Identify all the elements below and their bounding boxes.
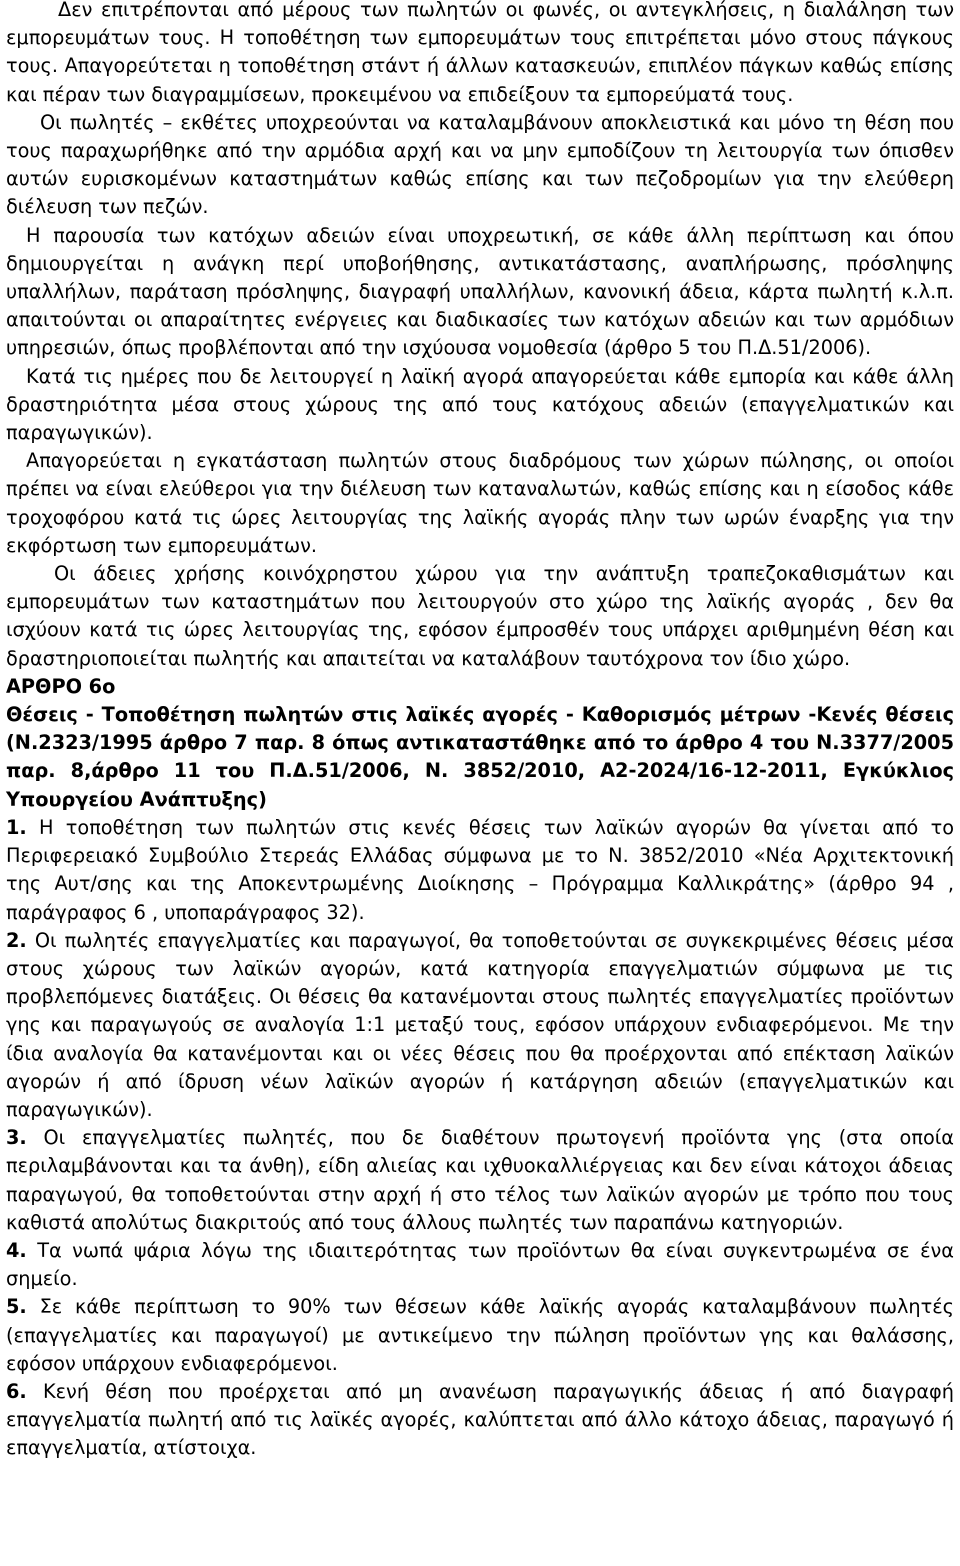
item-text: Κενή θέση που προέρχεται από μη ανανέωση παραγωγικής άδειας ή από διαγραφή επαγγελματία πωλητή από τις λαϊκές αγορές, καλύπτεται από άλλο κάτοχο άδειας, παραγωγό ή επαγγελματία, ατίστοιχα.	[6, 1379, 954, 1460]
item-number: 3.	[6, 1126, 27, 1150]
item-number: 6.	[6, 1379, 27, 1403]
article-item	[6, 1293, 954, 1378]
item-number: 1.	[6, 815, 27, 839]
item-text: Η τοποθέτηση των πωλητών στις κενές θέσεις των λαϊκών αγορών θα γίνεται από το Περιφερειακό Συμβούλιο Στερεάς Ελλάδας σύμφωνα με το Ν. 3852/2010 «Νέα Αρχιτεκτονική της Αυτ/σης και της Αποκεντρωμένης Διοίκησης – Πρόγραμμα Καλλικράτης» (άρθρο 94 , παράγραφος 6 , υποπαράγραφος 32).	[6, 815, 954, 924]
article-item	[6, 814, 954, 927]
paragraph-vendor-position: Οι πωλητές – εκθέτες υποχρεούνται να καταλαμβάνουν αποκλειστικά και μόνο τη θέση που τους παραχωρήθηκε από την αρμόδια αρχή και να μην εμποδίζουν τη λειτουργία των όπισθεν αυτών ευρισκομένων καταστημάτων καθώς επίσης και των πεζοδρομίων για την ελεύθερη διέλευση των πεζών.	[6, 110, 954, 219]
article-item	[6, 927, 954, 1124]
article-heading: ΑΡΘΡΟ 6ο	[6, 674, 116, 698]
item-text: Τα νωπά ψάρια λόγω της ιδιαιτερότητας των προϊόντων θα είναι συγκεντρωμένα σε ένα σημείο.	[6, 1238, 954, 1291]
item-number: 4.	[6, 1238, 27, 1262]
item-text: Οι επαγγελματίες πωλητές, που δε διαθέτουν πρωτογενή προϊόντα γης (στα οποία περιλαμβάνονται και τα άνθη), είδη αλιείας και ιχθυοκαλλιέργειας και δεν είναι κάτοχοι άδειας παραγωγού, θα τοποθετούνται στην αρχή ή στο τέλος των λαϊκών αγορών με τρόπο που τους καθιστά απολύτως διακριτούς από τους άλλους πωλητές των παραπάνω κατηγοριών.	[6, 1126, 954, 1234]
paragraph-license-holders: Η παρουσία των κατόχων αδειών είναι υποχρεωτική, σε κάθε άλλη περίπτωση και όπου δημιουργείται η ανάγκη περί υποβοήθησης, αντικατάστασης, αναπλήρωσης, πρόσληψης υπαλλήλων, παράταση πρόσληψης, διαγραφή υπαλλήλων, κανονική άδεια, κάρτα πωλητή κ.λ.π. απαιτούνται οι απαραίτητες ενέργειες και διαδικασίες των κατόχων αδειών και των αρμόδιων υπηρεσιών, όπως προβλέπονται από την ισχύουσα νομοθεσία (άρθρο 5 του Π.Δ.51/2006).	[6, 223, 954, 360]
item-number: 5.	[6, 1295, 27, 1319]
item-number: 2.	[6, 928, 27, 952]
paragraph-vendor-conduct: Δεν επιτρέπονται από μέρους των πωλητών οι φωνές, οι αντεγκλήσεις, η διαλάληση των εμπορευμάτων τους. Η τοποθέτηση των εμπορευμάτων τους επιτρέπεται μόνο στους πάγκους τους. Απαγορεύτεται η τοποθέτηση στάντ ή άλλων κατασκευών, επιπλέον πάγκων καθώς επίσης και πέραν των διαγραμμίσεων, προκειμένου να επιδείξουν τα εμπορεύματά τους.	[6, 0, 954, 106]
paragraph-shared-space: Οι άδειες χρήσης κοινόχρηστου χώρου για την ανάπτυξη τραπεζοκαθισμάτων και εμπορευμάτων των καταστημάτων που λειτουργούν στο χώρο της λαϊκής αγοράς , δεν θα ισχύουν κατά τις ώρες λειτουργίας της, εφόσον έμπροσθέν τους υπάρχει αριθμημένη θέση και δραστηριοποιείται πωλητής και απαιτείται να καταλάβουν ταυτόχρονα τον ίδιο χώρο.	[6, 562, 954, 670]
document-page	[6, 0, 954, 1463]
paragraph-corridors: Απαγορεύεται η εγκατάσταση πωλητών στους διαδρόμους των χώρων πώλησης, οι οποίοι πρέπει να είναι ελεύθεροι για την διέλευση των καταναλωτών, καθώς επίσης και η είσοδος κάθε τροχοφόρου κατά τις ώρες λειτουργίας της λαϊκής αγοράς πλην των ωρών έναρξης για την εκφόρτωση των εμπορευμάτων.	[6, 449, 954, 557]
item-text: Οι πωλητές επαγγελματίες και παραγωγοί, θα τοποθετούνται σε συγκεκριμένες θέσεις μέσα στους χώρους των λαϊκών αγορών, κατά κατηγορία επαγγελματιών σύμφωνα με τις προβλεπόμενες διατάξεις. Οι θέσεις θα κατανέμονται στους πωλητές επαγγελματίες προϊόντων γης και παραγωγούς σε αναλογία 1:1 μεταξύ τους, εφόσον υπάρχουν ενδιαφερόμενοι. Με την ίδια αναλογία θα κατανέμονται και οι νέες θέσεις που θα προέρχονται από επέκταση λαϊκών αγορών ή από ίδρυση νέων λαϊκών αγορών ή κατάργηση αδειών (επαγγελματικών και παραγωγικών).	[6, 928, 954, 1121]
article-item	[6, 1237, 954, 1293]
article-item	[6, 1124, 954, 1237]
item-text: Σε κάθε περίπτωση το 90% των θέσεων κάθε λαϊκής αγοράς καταλαμβάνουν πωλητές (επαγγελματίες και παραγωγοί) με αντικείμενο την πώληση προϊόντων γης και θαλάσσης, εφόσον υπάρχουν ενδιαφερόμενοι.	[6, 1295, 954, 1375]
article-item	[6, 1378, 954, 1463]
article-title: Θέσεις - Τοποθέτηση πωλητών στις λαϊκές αγορές - Καθορισμός μέτρων -Κενές θέσεις (Ν.2323/1995 άρθρο 7 παρ. 8 όπως αντικαταστάθηκε από το άρθρο 4 του Ν.3377/2005 παρ. 8,άρθρο 11 του Π.Δ.51/2006, Ν. 3852/2010, Α2-2024/16-12-2011, Εγκύκλιος Υπουργείου Ανάπτυξης)	[6, 703, 954, 811]
paragraph-non-operating-days: Κατά τις ημέρες που δε λειτουργεί η λαϊκή αγορά απαγορεύεται κάθε εμπορία και κάθε άλλη δραστηριότητα μέσα στους χώρους της από τους κατόχους αδειών (επαγγελματικών και παραγωγικών).	[6, 364, 954, 445]
